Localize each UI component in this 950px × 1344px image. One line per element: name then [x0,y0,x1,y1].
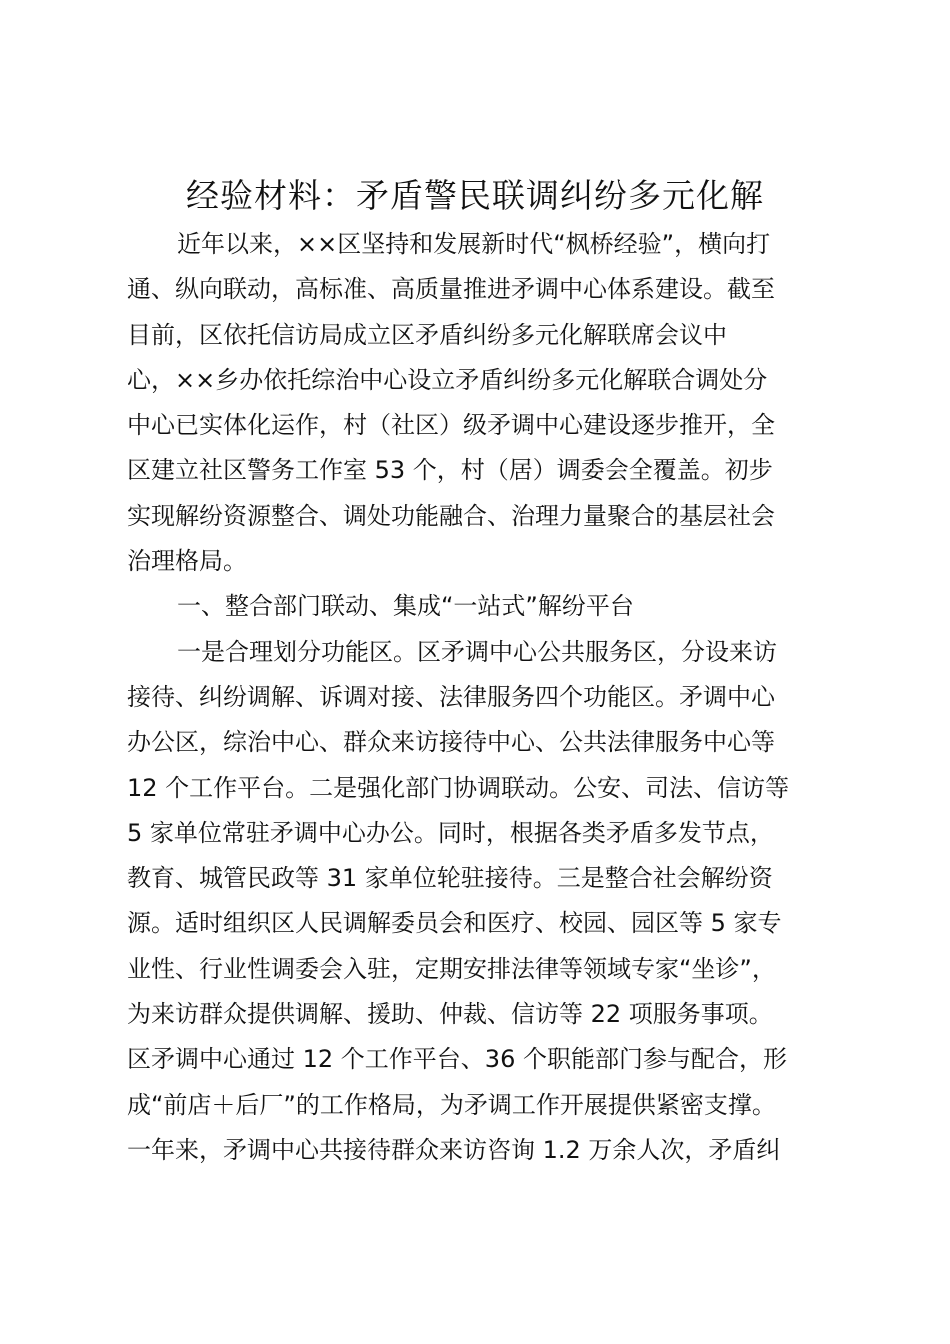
paragraph-line: 区矛调中心通过 12 个工作平台、36 个职能部门参与配合，形 [127,1045,787,1074]
section-heading: 一、整合部门联动、集成“一站式”解纷平台 [177,592,634,621]
paragraph-line: 源。适时组织区人民调解委员会和医疗、校园、园区等 5 家专 [127,909,782,938]
paragraph-line: 成“前店＋后厂”的工作格局，为矛调工作开展提供紧密支撑。 [127,1090,776,1119]
paragraph-line: 中心已实体化运作，村（社区）级矛调中心建设逐步推开，全 [127,411,775,440]
paragraph-line: 区建立社区警务工作室 53 个，村（居）调委会全覆盖。初步 [127,456,773,485]
paragraph-line: 治理格局。 [127,547,247,576]
paragraph-line: 目前，区依托信访局成立区矛盾纠纷多元化解联席会议中 [127,320,727,349]
document-title: 经验材料：矛盾警民联调纠纷多元化解 [186,176,764,215]
document-body [127,222,837,1173]
paragraph-line: 一年来，矛调中心共接待群众来访咨询 1.2 万余人次，矛盾纠 [127,1135,781,1164]
paragraph-line: 接待、纠纷调解、诉调对接、法律服务四个功能区。矛调中心 [127,682,775,711]
paragraph-line: 通、纵向联动，高标准、高质量推进矛调中心体系建设。截至 [127,275,775,304]
paragraph-line: 业性、行业性调委会入驻，定期安排法律等领域专家“坐诊”， [127,954,776,983]
paragraph-line: 近年以来，××区坚持和发展新时代“枫桥经验”，横向打 [177,230,771,258]
paragraph-line: 12 个工作平台。二是强化部门协调联动。公安、司法、信访等 [127,773,790,802]
paragraph-line: 一是合理划分功能区。区矛调中心公共服务区，分设来访 [177,637,777,666]
paragraph-line: 实现解纷资源整合、调处功能融合、治理力量聚合的基层社会 [127,501,775,530]
paragraph-line: 办公区，综治中心、群众来访接待中心、公共法律服务中心等 [127,728,775,757]
paragraph-line: 5 家单位常驻矛调中心办公。同时，根据各类矛盾多发节点， [127,818,774,847]
paragraph-line: 教育、城管民政等 31 家单位轮驻接待。三是整合社会解纷资 [127,864,773,893]
paragraph-line: 为来访群众提供调解、援助、仲裁、信访等 22 项服务事项。 [127,1000,773,1029]
paragraph-line: 心，××乡办依托综治中心设立矛盾纠纷多元化解联合调处分 [127,365,768,394]
